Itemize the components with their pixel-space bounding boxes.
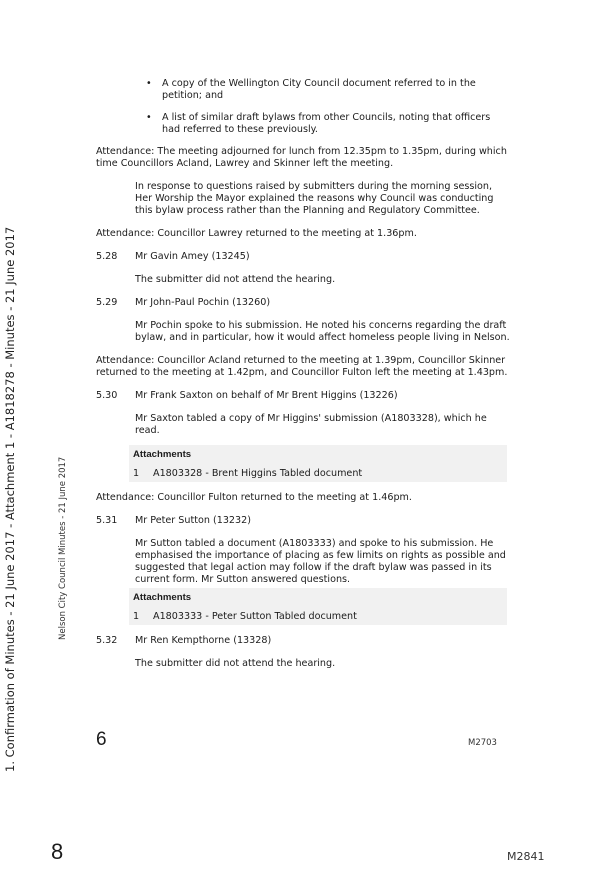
item-body: The submitter did not attend the hearing. <box>135 658 336 669</box>
item-heading: 5.32 Mr Ren Kempthorne (13328) <box>96 635 272 646</box>
item-body: Mr Sutton tabled a document (A1803333) and spoke to his submission. He emphasised the importance of placing as few limits on rights as possible and suggested that legal action may follow if the draft bylaw was passed in its current form. Mr Sutton answered questions. <box>135 538 506 585</box>
item-body: The submitter did not attend the hearing. <box>135 274 336 285</box>
attendance-note: Attendance: Councillor Fulton returned to the meeting at 1.46pm. <box>96 492 412 503</box>
minutes-side-label: Nelson City Council Minutes - 21 June 2017 <box>58 456 68 640</box>
attachment-row: 1 A1803328 - Brent Higgins Tabled document <box>133 468 363 479</box>
bullet-icon: • <box>146 112 152 123</box>
item-heading: 5.28 Mr Gavin Amey (13245) <box>96 251 250 262</box>
attachments-title: Attachments <box>133 592 192 603</box>
bullet-icon: • <box>146 78 152 89</box>
attachments-box <box>129 445 507 482</box>
attendance-note: Attendance: Councillor Lawrey returned to the meeting at 1.36pm. <box>96 228 417 239</box>
bullet-list <box>96 78 511 136</box>
attachments-title: Attachments <box>133 449 192 460</box>
attachment-side-label: 1. Confirmation of Minutes - 21 June 2017 - Attachment 1 - A1818278 - Minutes - 21 June 2017 <box>3 226 17 772</box>
minutes-body <box>96 78 511 681</box>
item-heading: 5.30 Mr Frank Saxton on behalf of Mr Brent Higgins (13226) <box>96 390 398 401</box>
attachments-box <box>129 588 507 625</box>
attachment-row: 1 A1803333 - Peter Sutton Tabled document <box>133 611 357 622</box>
item-body: Mr Pochin spoke to his submission. He noted his concerns regarding the draft bylaw, and in particular, how it would affect homeless people living in Nelson. <box>135 320 510 343</box>
inner-page-code: M2703 <box>468 738 497 748</box>
outer-page-code: M2841 <box>507 850 545 863</box>
attendance-note: Attendance: The meeting adjourned for lunch from 12.35pm to 1.35pm, during which time Councillors Acland, Lawrey and Skinner left the meeting. <box>96 146 507 169</box>
bullet-item: • A copy of the Wellington City Council document referred to in the petition; and <box>146 78 476 101</box>
paragraph: In response to questions raised by submitters during the morning session, Her Worship the Mayor explained the reasons why Council was conducting this bylaw process rather than the Planning and Regulatory Committee. <box>135 181 494 216</box>
item-heading: 5.29 Mr John-Paul Pochin (13260) <box>96 297 271 308</box>
attendance-note: Attendance: Councillor Acland returned to the meeting at 1.39pm, Councillor Skinner returned to the meeting at 1.42pm, and Councillor Fulton left the meeting at 1.43pm. <box>96 355 508 378</box>
outer-page-number: 8 <box>51 839 64 864</box>
item-heading: 5.31 Mr Peter Sutton (13232) <box>96 515 251 526</box>
item-body: Mr Saxton tabled a copy of Mr Higgins' submission (A1803328), which he read. <box>135 413 487 436</box>
inner-page-number: 6 <box>96 729 107 750</box>
bullet-item: • A list of similar draft bylaws from other Councils, noting that officers had referred to these previously. <box>146 112 491 135</box>
